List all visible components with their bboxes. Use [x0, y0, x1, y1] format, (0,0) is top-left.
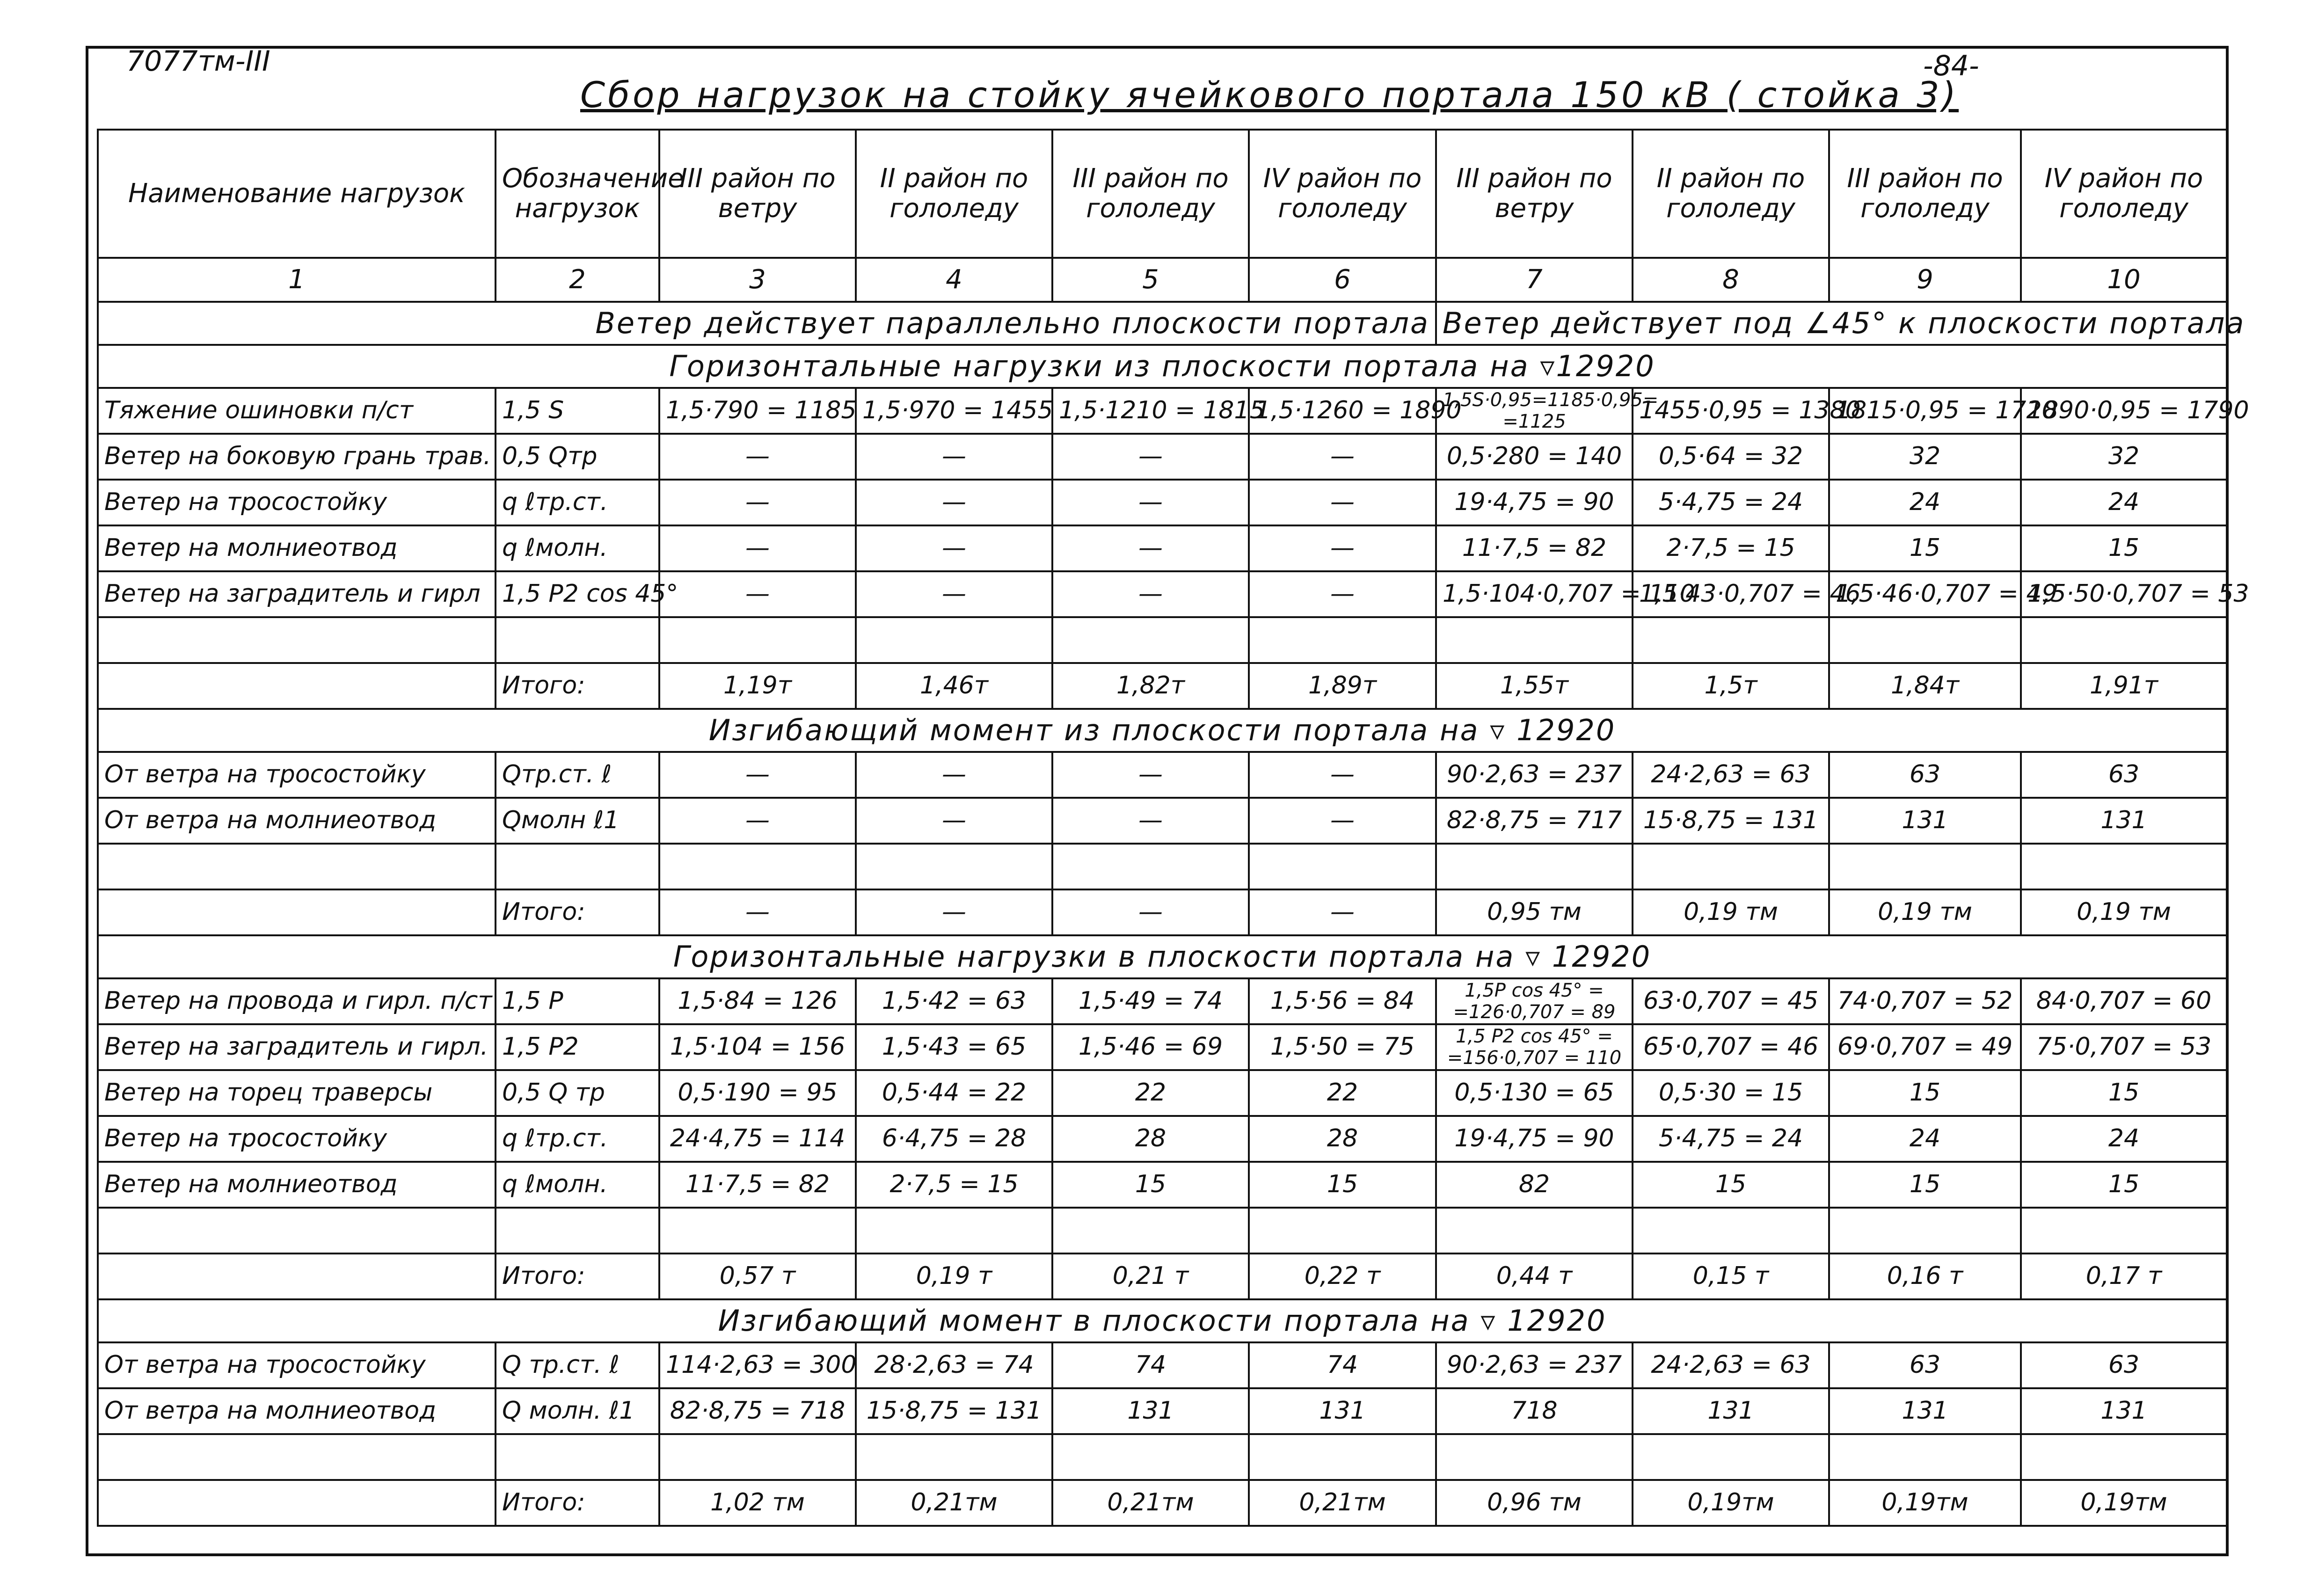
table-row [98, 844, 2227, 889]
loads-table [97, 129, 2249, 1527]
value-cell: 90·2,63 = 237 [1436, 752, 1633, 798]
total-blank-cell [98, 1253, 496, 1299]
value-cell [2021, 1208, 2227, 1253]
column-number: 6 [1249, 258, 1436, 302]
value-cell: 24·2,63 = 63 [1633, 752, 1829, 798]
value-cell: 1,5·42 = 63 [856, 978, 1052, 1024]
load-name-cell: Ветер на молниеотвод [98, 1162, 496, 1208]
value-cell: — [1249, 752, 1436, 798]
column-number: 8 [1633, 258, 1829, 302]
load-name-cell: Тяжение ошиновки п/ст [98, 388, 496, 434]
load-name-cell: От ветра на тросостойку [98, 752, 496, 798]
wind-direction-row [98, 302, 2227, 345]
section-title: Горизонтальные нагрузки в плоскости портала на ▿ 12920 [98, 935, 2227, 978]
total-blank-cell [98, 889, 496, 935]
value-cell: — [856, 752, 1052, 798]
total-value: 0,19 тм [1829, 889, 2021, 935]
value-cell: 84·0,707 = 60 [2021, 978, 2227, 1024]
load-symbol-cell: q ℓтр.ст. [496, 1116, 659, 1162]
value-cell: 15 [2021, 1070, 2227, 1116]
value-cell [1249, 1208, 1436, 1253]
loads-table-body [98, 130, 2249, 1526]
total-value: 0,95 тм [1436, 889, 1633, 935]
value-cell: — [659, 525, 856, 571]
total-value: 0,19тм [1829, 1480, 2021, 1526]
total-value: 0,19 тм [2021, 889, 2227, 935]
value-cell: — [1249, 434, 1436, 480]
column-number: 10 [2021, 258, 2227, 302]
load-name-cell [98, 617, 496, 663]
value-cell: 1,5·43 = 65 [856, 1024, 1052, 1070]
value-cell: — [1052, 525, 1249, 571]
page-title: Сбор нагрузок на стойку ячейкового портала 150 кВ ( стойка 3) [580, 74, 1959, 116]
value-cell [1249, 844, 1436, 889]
value-cell: 69·0,707 = 49 [1829, 1024, 2021, 1070]
load-name-cell: Ветер на торец траверсы [98, 1070, 496, 1116]
value-cell: 1,5P cos 45° = =126·0,707 = 89 [1436, 978, 1633, 1024]
total-value: 1,02 тм [659, 1480, 856, 1526]
total-value: 0,19тм [2021, 1480, 2227, 1526]
total-value: 0,15 т [1633, 1253, 1829, 1299]
header-cell: Наименование нагрузок [98, 130, 496, 258]
value-cell [1829, 617, 2021, 663]
value-cell: 15 [2021, 1162, 2227, 1208]
value-cell: 15 [2021, 525, 2227, 571]
value-cell: 0,5·190 = 95 [659, 1070, 856, 1116]
load-symbol-cell: Qтр.ст. ℓ [496, 752, 659, 798]
total-value: — [659, 889, 856, 935]
total-value: 1,5т [1633, 663, 1829, 709]
value-cell: 0,5·44 = 22 [856, 1070, 1052, 1116]
value-cell: — [856, 434, 1052, 480]
value-cell [856, 1434, 1052, 1480]
value-cell [659, 617, 856, 663]
value-cell: 19·4,75 = 90 [1436, 1116, 1633, 1162]
load-symbol-cell: Qмолн ℓ1 [496, 798, 659, 844]
value-cell: 6·4,75 = 28 [856, 1116, 1052, 1162]
header-cell: III район по ветру [659, 130, 856, 258]
total-value: 1,46т [856, 663, 1052, 709]
value-cell: 131 [1633, 1388, 1829, 1434]
value-cell: 24 [2021, 1116, 2227, 1162]
value-cell [1052, 617, 1249, 663]
value-cell: 74 [1052, 1342, 1249, 1388]
header-cell: III район по ветру [1436, 130, 1633, 258]
total-value: 0,19 тм [1633, 889, 1829, 935]
load-symbol-cell [496, 617, 659, 663]
load-symbol-cell: Q тр.ст. ℓ [496, 1342, 659, 1388]
load-symbol-cell: Q молн. ℓ1 [496, 1388, 659, 1434]
value-cell: 28 [1052, 1116, 1249, 1162]
value-cell [2021, 617, 2227, 663]
value-cell [659, 844, 856, 889]
total-label: Итого: [496, 889, 659, 935]
total-value: 1,91т [2021, 663, 2227, 709]
column-number: 1 [98, 258, 496, 302]
load-symbol-cell: q ℓтр.ст. [496, 480, 659, 525]
section-title-row [98, 935, 2227, 978]
load-symbol-cell [496, 1434, 659, 1480]
value-cell: 1,5·104 = 156 [659, 1024, 856, 1070]
value-cell: 63 [2021, 752, 2227, 798]
load-name-cell: От ветра на тросостойку [98, 1342, 496, 1388]
table-row [98, 1162, 2227, 1208]
value-cell: — [659, 752, 856, 798]
value-cell: 74 [1249, 1342, 1436, 1388]
total-value: 0,57 т [659, 1253, 856, 1299]
value-cell [1829, 844, 2021, 889]
value-cell: 15 [1829, 1070, 2021, 1116]
value-cell: 15·8,75 = 131 [856, 1388, 1052, 1434]
table-row [98, 978, 2227, 1024]
value-cell: 0,5·280 = 140 [1436, 434, 1633, 480]
value-cell: 1,5·50·0,707 = 53 [2021, 571, 2227, 617]
total-value: 0,96 тм [1436, 1480, 1633, 1526]
load-name-cell: Ветер на тросостойку [98, 480, 496, 525]
total-value: 1,89т [1249, 663, 1436, 709]
value-cell: 1,5·46 = 69 [1052, 1024, 1249, 1070]
value-cell: 1,5·84 = 126 [659, 978, 856, 1024]
total-value: 0,44 т [1436, 1253, 1633, 1299]
value-cell: — [659, 798, 856, 844]
value-cell [659, 1208, 856, 1253]
value-cell: — [856, 798, 1052, 844]
total-value: 1,19т [659, 663, 856, 709]
table-row [98, 798, 2227, 844]
table-row [98, 525, 2227, 571]
table-row [98, 1116, 2227, 1162]
value-cell: 82 [1436, 1162, 1633, 1208]
value-cell [1052, 1434, 1249, 1480]
column-number: 9 [1829, 258, 2021, 302]
load-name-cell [98, 1434, 496, 1480]
table-row [98, 571, 2227, 617]
value-cell [1436, 1434, 1633, 1480]
load-name-cell: Ветер на боковую грань трав. [98, 434, 496, 480]
load-symbol-cell: 1,5 P2 cos 45° [496, 571, 659, 617]
value-cell: 718 [1436, 1388, 1633, 1434]
value-cell: 131 [1829, 1388, 2021, 1434]
value-cell [1436, 617, 1633, 663]
header-cell: IV район по гололеду [1249, 130, 1436, 258]
wind-angle-label: Ветер действует под ∠45° к плоскости портала [1436, 302, 2227, 345]
load-symbol-cell [496, 844, 659, 889]
value-cell: 19·4,75 = 90 [1436, 480, 1633, 525]
value-cell [2021, 844, 2227, 889]
column-number: 4 [856, 258, 1052, 302]
value-cell [1249, 1434, 1436, 1480]
value-cell: — [856, 480, 1052, 525]
header-row [98, 130, 2227, 258]
value-cell: 1,5·50 = 75 [1249, 1024, 1436, 1070]
value-cell: 24 [1829, 480, 2021, 525]
value-cell: 1,5·790 = 1185 [659, 388, 856, 434]
load-symbol-cell: 0,5 Q тр [496, 1070, 659, 1116]
header-cell: II район по гололеду [1633, 130, 1829, 258]
value-cell: — [1052, 571, 1249, 617]
total-row [98, 1480, 2227, 1526]
value-cell [1829, 1434, 2021, 1480]
total-value: — [1249, 889, 1436, 935]
column-number: 7 [1436, 258, 1633, 302]
value-cell [856, 617, 1052, 663]
value-cell: — [1249, 480, 1436, 525]
value-cell: 131 [2021, 798, 2227, 844]
table-row [98, 388, 2227, 434]
value-cell [856, 1208, 1052, 1253]
load-symbol-cell: q ℓмолн. [496, 1162, 659, 1208]
load-name-cell: Ветер на молниеотвод [98, 525, 496, 571]
header-cell: IV район по гололеду [2021, 130, 2227, 258]
load-symbol-cell: q ℓмолн. [496, 525, 659, 571]
load-symbol-cell: 1,5 P2 [496, 1024, 659, 1070]
document-code: 7077тм-III [126, 45, 270, 78]
value-cell: 15 [1829, 525, 2021, 571]
value-cell [856, 844, 1052, 889]
value-cell: 1,5·56 = 84 [1249, 978, 1436, 1024]
value-cell: — [1052, 480, 1249, 525]
load-name-cell: Ветер на заградитель и гирл. [98, 1024, 496, 1070]
total-value: 1,84т [1829, 663, 2021, 709]
value-cell [1633, 1434, 1829, 1480]
value-cell: 5·4,75 = 24 [1633, 1116, 1829, 1162]
column-number: 3 [659, 258, 856, 302]
value-cell: 5·4,75 = 24 [1633, 480, 1829, 525]
total-value: 0,21 т [1052, 1253, 1249, 1299]
section-title: Горизонтальные нагрузки из плоскости портала на ▿12920 [98, 345, 2227, 388]
value-cell: 1,5 P2 cos 45° = =156·0,707 = 110 [1436, 1024, 1633, 1070]
total-label: Итого: [496, 1253, 659, 1299]
load-symbol-cell: 1,5 S [496, 388, 659, 434]
value-cell: 131 [1829, 798, 2021, 844]
value-cell: 63 [1829, 1342, 2021, 1388]
value-cell: 1,5S·0,95=1185·0,95= =1125 [1436, 388, 1633, 434]
total-blank-cell [98, 1480, 496, 1526]
value-cell: — [659, 571, 856, 617]
value-cell [1829, 1208, 2021, 1253]
load-name-cell [98, 1208, 496, 1253]
total-row [98, 889, 2227, 935]
header-cell: II район по гололеду [856, 130, 1052, 258]
value-cell: 131 [1249, 1388, 1436, 1434]
load-name-cell: Ветер на провода и гирл. п/ст [98, 978, 496, 1024]
value-cell: 1,5·49 = 74 [1052, 978, 1249, 1024]
value-cell: 131 [1052, 1388, 1249, 1434]
load-name-cell: От ветра на молниеотвод [98, 798, 496, 844]
value-cell: 22 [1052, 1070, 1249, 1116]
value-cell: 32 [2021, 434, 2227, 480]
header-cell: III район по гололеду [1829, 130, 2021, 258]
value-cell: 90·2,63 = 237 [1436, 1342, 1633, 1388]
value-cell: 2·7,5 = 15 [856, 1162, 1052, 1208]
table-row [98, 1070, 2227, 1116]
value-cell: 74·0,707 = 52 [1829, 978, 2021, 1024]
total-value: 0,16 т [1829, 1253, 2021, 1299]
value-cell: 63 [2021, 1342, 2227, 1388]
value-cell [1436, 844, 1633, 889]
value-cell [1052, 844, 1249, 889]
value-cell: 2·7,5 = 15 [1633, 525, 1829, 571]
value-cell: 15 [1829, 1162, 2021, 1208]
value-cell: 24 [1829, 1116, 2021, 1162]
value-cell: — [659, 434, 856, 480]
section-title-row [98, 345, 2227, 388]
value-cell [2021, 1434, 2227, 1480]
total-row [98, 663, 2227, 709]
value-cell: 1,5·1260 = 1890 [1249, 388, 1436, 434]
value-cell: 24 [2021, 480, 2227, 525]
value-cell [1436, 1208, 1633, 1253]
total-value: 0,21тм [1052, 1480, 1249, 1526]
value-cell: 63·0,707 = 45 [1633, 978, 1829, 1024]
total-value: 0,17 т [2021, 1253, 2227, 1299]
total-blank-cell [98, 663, 496, 709]
value-cell: 1,5·43·0,707 = 46 [1633, 571, 1829, 617]
value-cell: — [1052, 752, 1249, 798]
total-value: 0,21тм [856, 1480, 1052, 1526]
value-cell: 1,5·1210 = 1815 [1052, 388, 1249, 434]
value-cell [1633, 617, 1829, 663]
total-label: Итого: [496, 1480, 659, 1526]
value-cell: 24·4,75 = 114 [659, 1116, 856, 1162]
value-cell: 24·2,63 = 63 [1633, 1342, 1829, 1388]
value-cell: 65·0,707 = 46 [1633, 1024, 1829, 1070]
column-number-row [98, 258, 2227, 302]
value-cell [1633, 1208, 1829, 1253]
value-cell: — [1249, 571, 1436, 617]
load-name-cell: Ветер на тросостойку [98, 1116, 496, 1162]
value-cell: 0,5·130 = 65 [1436, 1070, 1633, 1116]
load-name-cell [98, 844, 496, 889]
value-cell: — [856, 571, 1052, 617]
value-cell: 1455·0,95 = 1380 [1633, 388, 1829, 434]
section-title-row [98, 1299, 2227, 1342]
load-symbol-cell: 1,5 P [496, 978, 659, 1024]
value-cell: 1,5·970 = 1455 [856, 388, 1052, 434]
value-cell: 15 [1633, 1162, 1829, 1208]
value-cell: 114·2,63 = 300 [659, 1342, 856, 1388]
section-title-row [98, 709, 2227, 752]
value-cell: 15·8,75 = 131 [1633, 798, 1829, 844]
value-cell: 82·8,75 = 717 [1436, 798, 1633, 844]
value-cell: 1,5·104·0,707 = 110 [1436, 571, 1633, 617]
value-cell: 22 [1249, 1070, 1436, 1116]
section-title: Изгибающий момент в плоскости портала на ▿ 12920 [98, 1299, 2227, 1342]
value-cell: 1815·0,95 = 1720 [1829, 388, 2021, 434]
value-cell: — [1249, 798, 1436, 844]
value-cell [1052, 1208, 1249, 1253]
value-cell: 11·7,5 = 82 [659, 1162, 856, 1208]
load-symbol-cell: 0,5 Qтр [496, 434, 659, 480]
total-row [98, 1253, 2227, 1299]
value-cell [659, 1434, 856, 1480]
table-row [98, 434, 2227, 480]
total-value: 0,21тм [1249, 1480, 1436, 1526]
column-number: 2 [496, 258, 659, 302]
wind-parallel-label: Ветер действует параллельно плоскости портала [98, 302, 1436, 345]
value-cell: 0,5·30 = 15 [1633, 1070, 1829, 1116]
header-cell: Обозначение нагрузок [496, 130, 659, 258]
value-cell: — [856, 525, 1052, 571]
value-cell: 1890·0,95 = 1790 [2021, 388, 2227, 434]
value-cell: 32 [1829, 434, 2021, 480]
value-cell: 15 [1052, 1162, 1249, 1208]
total-label: Итого: [496, 663, 659, 709]
value-cell: 1,5·46·0,707 = 49 [1829, 571, 2021, 617]
table-row [98, 1388, 2227, 1434]
section-title: Изгибающий момент из плоскости портала на ▿ 12920 [98, 709, 2227, 752]
value-cell: 63 [1829, 752, 2021, 798]
column-number: 5 [1052, 258, 1249, 302]
value-cell: 75·0,707 = 53 [2021, 1024, 2227, 1070]
total-value: 0,19 т [856, 1253, 1052, 1299]
load-symbol-cell [496, 1208, 659, 1253]
page-number: -84- [1923, 50, 1979, 82]
value-cell: 82·8,75 = 718 [659, 1388, 856, 1434]
load-name-cell: От ветра на молниеотвод [98, 1388, 496, 1434]
total-value: 0,19тм [1633, 1480, 1829, 1526]
table-row [98, 617, 2227, 663]
table-row [98, 1434, 2227, 1480]
value-cell: 11·7,5 = 82 [1436, 525, 1633, 571]
total-value: — [1052, 889, 1249, 935]
total-value: 0,22 т [1249, 1253, 1436, 1299]
table-row [98, 480, 2227, 525]
header-cell: III район по гололеду [1052, 130, 1249, 258]
total-value: — [856, 889, 1052, 935]
value-cell: — [659, 480, 856, 525]
total-value: 1,82т [1052, 663, 1249, 709]
value-cell: 28·2,63 = 74 [856, 1342, 1052, 1388]
value-cell: — [1249, 525, 1436, 571]
value-cell: 28 [1249, 1116, 1436, 1162]
value-cell [1633, 844, 1829, 889]
load-name-cell: Ветер на заградитель и гирл [98, 571, 496, 617]
table-row [98, 752, 2227, 798]
total-value: 1,55т [1436, 663, 1633, 709]
value-cell: 0,5·64 = 32 [1633, 434, 1829, 480]
value-cell: — [1052, 434, 1249, 480]
value-cell: 131 [2021, 1388, 2227, 1434]
table-row [98, 1342, 2227, 1388]
table-row [98, 1024, 2227, 1070]
table-row [98, 1208, 2227, 1253]
value-cell: — [1052, 798, 1249, 844]
value-cell [1249, 617, 1436, 663]
value-cell: 15 [1249, 1162, 1436, 1208]
